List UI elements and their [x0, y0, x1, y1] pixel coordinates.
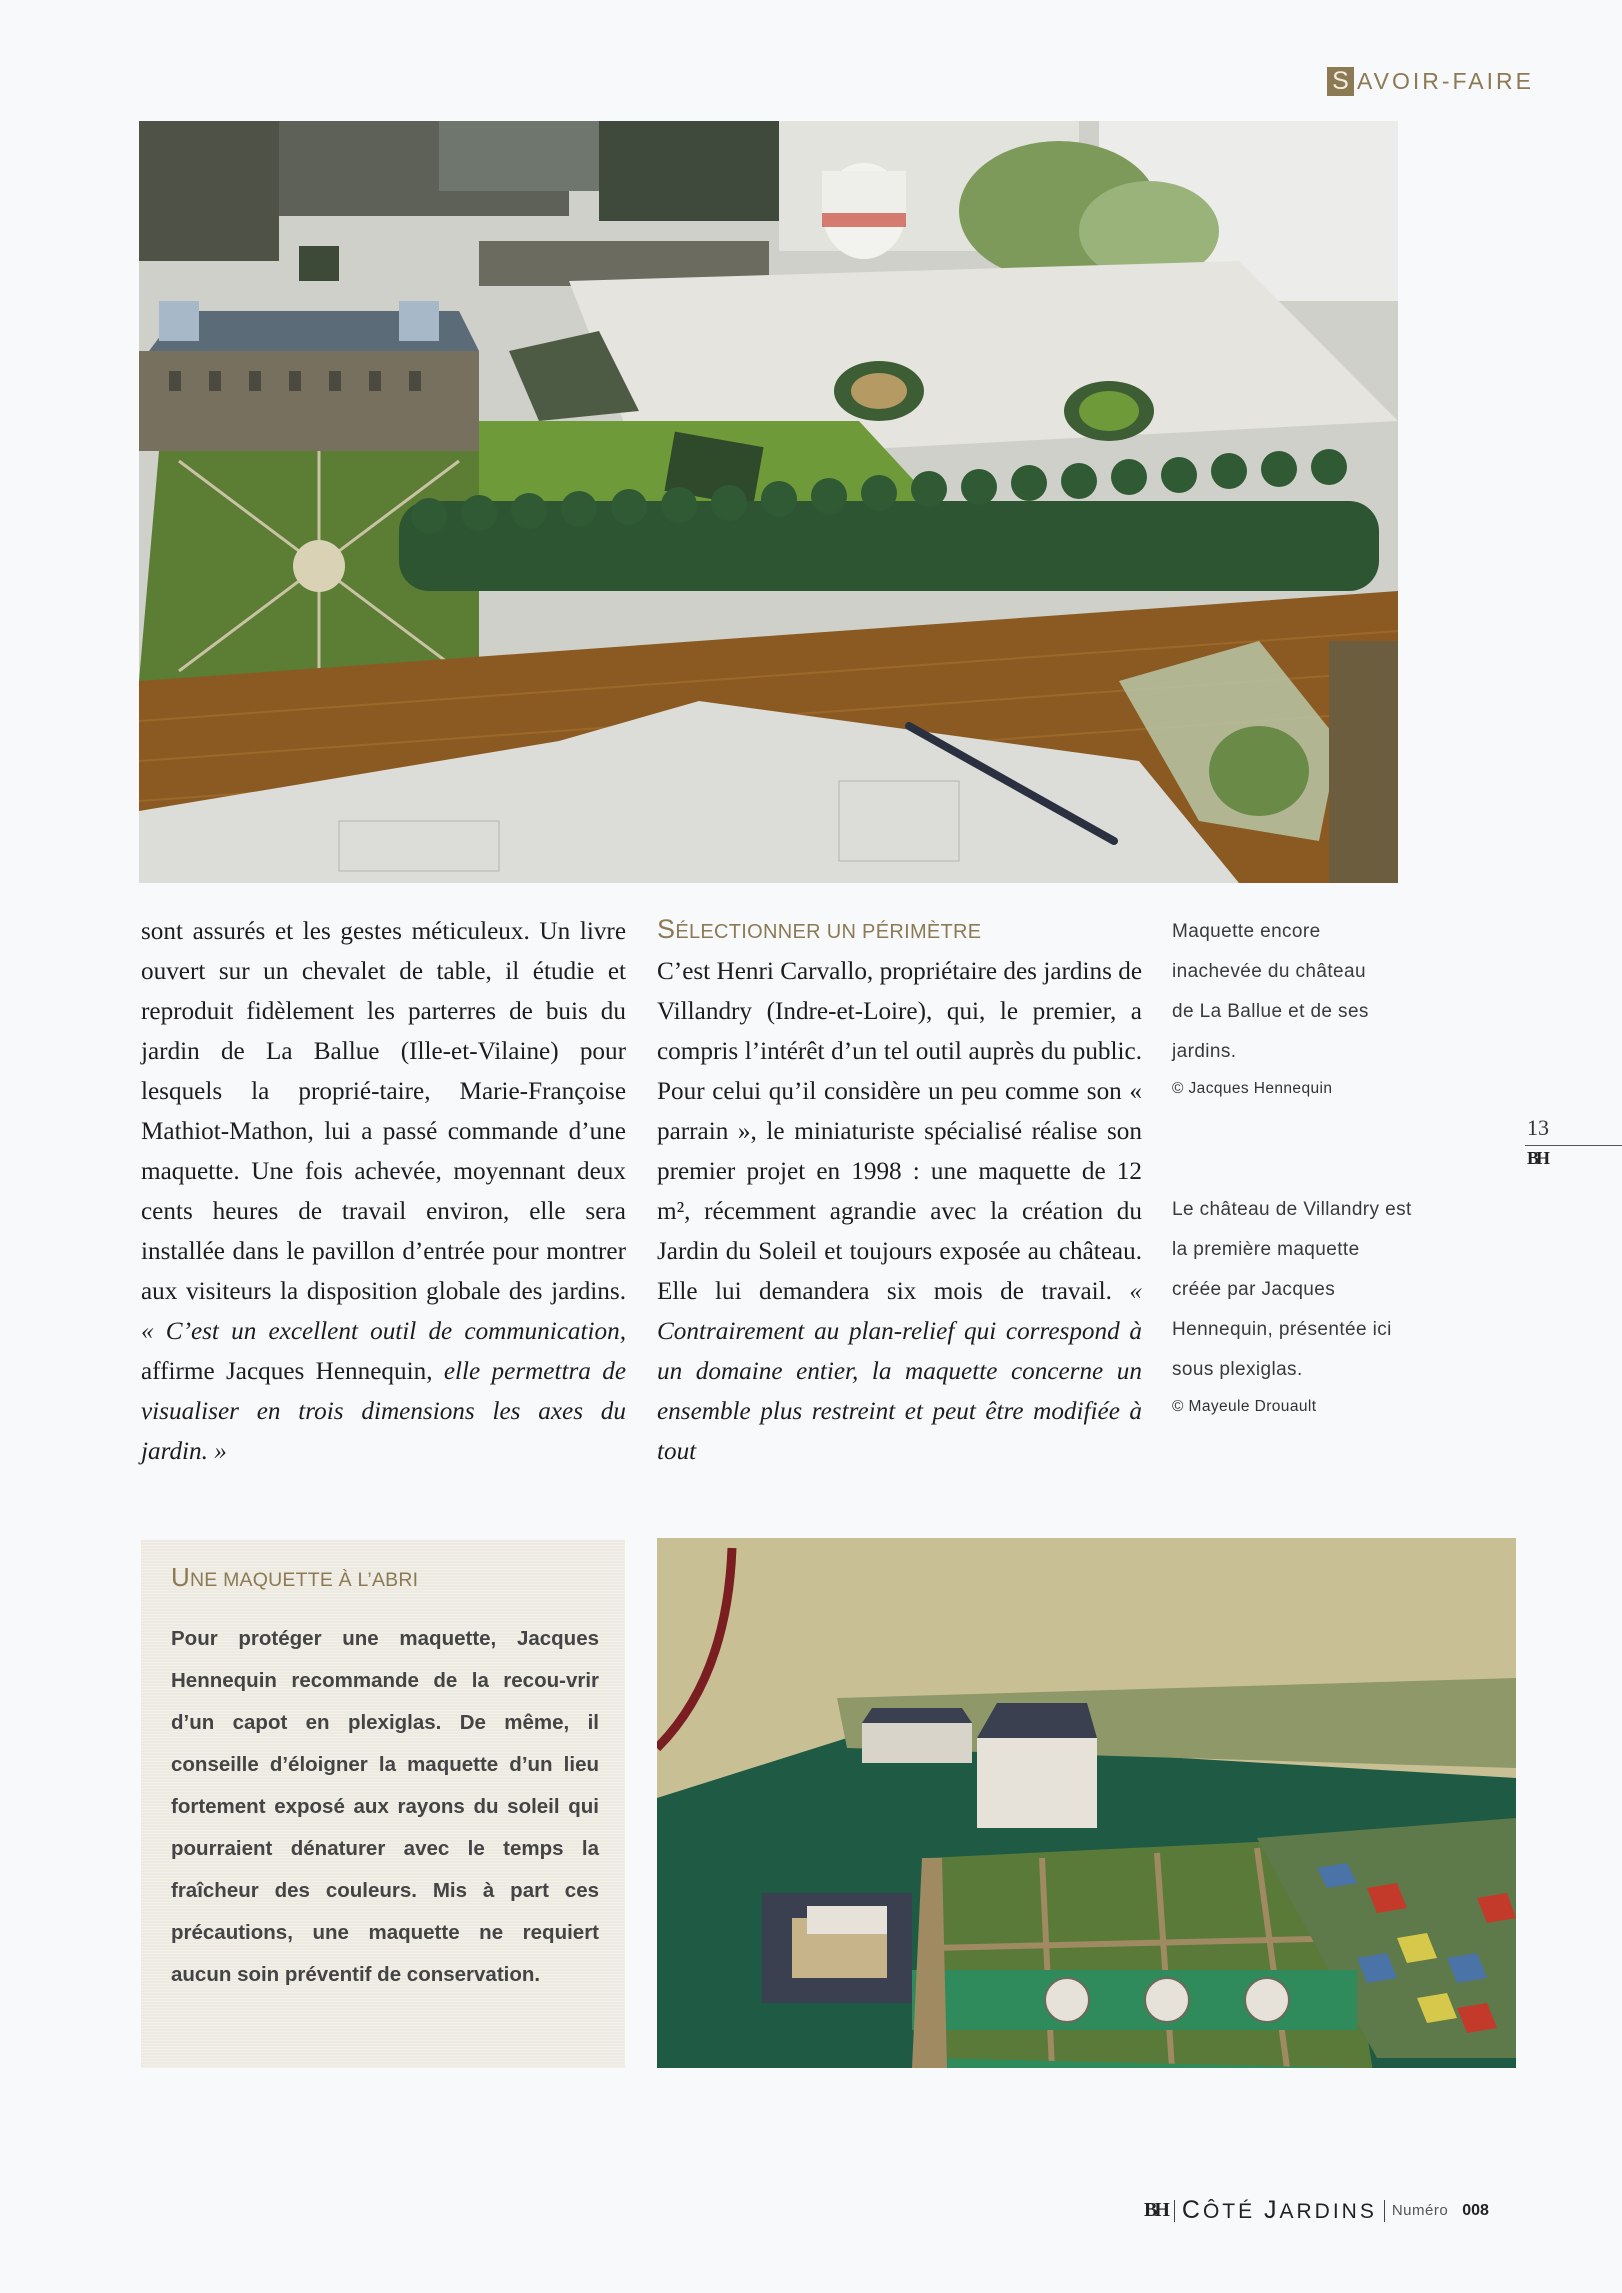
sidebar-box	[141, 1540, 625, 2068]
article-paragraph	[657, 952, 1142, 1472]
photo-la-ballue-graphic	[139, 121, 1398, 883]
sidebar-title-text: NE MAQUETTE À L’ABRI	[189, 1569, 419, 1591]
issue-number: 008	[1462, 2201, 1489, 2219]
article-column-1	[141, 912, 626, 1472]
subheading-text: ÉLECTIONNER UN PÉRIMÈTRE	[675, 921, 982, 943]
photo-villandry-model	[657, 1538, 1516, 2068]
attribution-text: affirme Jacques Hennequin,	[141, 1358, 444, 1385]
photo-villandry-graphic	[657, 1538, 1516, 2068]
paragraph-text: C’est Henri Carvallo, propriétaire des jardins de Villandry (Indre-et-Loire), qui, le premier, a compris l’intérêt d’un tel outil auprès du public. Pour celui qu’il considère un peu comme son « parrain », le miniaturiste spécialisé réalise son premier projet en 1998 : une maquette de 12 m², récemment agrandie avec la création du Jardin du Soleil et toujours exposée au château. Elle lui demandera six mois de travail.	[657, 958, 1142, 1305]
sidebar-title	[171, 1562, 418, 1593]
quote-text: elle permettra de visualiser en trois dimensions les axes du jardin. »	[141, 1358, 626, 1465]
page-number: 13	[1527, 1115, 1549, 1140]
page-rule	[1525, 1145, 1622, 1146]
caption-text: Le château de Villandry est la première maquette créée par Jacques Hennequin, présentée ici sous plexiglas.	[1172, 1199, 1412, 1380]
photo-credit: © Jacques Hennequin	[1172, 1080, 1333, 1097]
sidebar-title-initial: U	[171, 1562, 190, 1592]
sidebar-body: Pour protéger une maquette, Jacques Hennequin recommande de la recou-vrir d’un capot en plexiglas. De même, il conseille d’éloigner la maquette d’un lieu fortement exposé aux rayons du soleil qui pourraient dénaturer avec le temps la fraîcheur des couleurs. Mis à part ces précautions, une maquette ne requiert aucun soin préventif de conservation.	[171, 1627, 599, 1986]
brand-logo-icon: BH	[1527, 1148, 1548, 1168]
issue-label: Numéro	[1391, 2202, 1449, 2219]
magazine-text: ARDINS	[1279, 2200, 1377, 2223]
magazine-name	[1182, 2196, 1377, 2225]
caption-text: Maquette encore inachevée du château de La Ballue et de ses jardins.	[1172, 921, 1369, 1062]
footer-separator	[1384, 2200, 1385, 2222]
section-tag-initial: S	[1327, 67, 1354, 96]
photo-credit: © Mayeule Drouault	[1172, 1398, 1317, 1415]
subheading-initial: S	[657, 914, 676, 944]
magazine-text: ÔTÉ	[1202, 2200, 1264, 2223]
section-tag	[1327, 66, 1534, 96]
paragraph-text: sont assurés et les gestes méticuleux. Un livre ouvert sur un chevalet de table, il étudie et reproduit fidèlement les parterres de buis du jardin de La Ballue (Ille-et-Vilaine) pour lesquels la proprié-taire, Marie-Françoise Mathiot-Mathon, lui a passé commande d’une maquette. Une fois achevée, moyennant deux cents heures de travail environ, elle sera installée dans le pavillon d’entrée pour montrer aux visiteurs la disposition globale des jardins.	[141, 918, 626, 1305]
bg-shape	[139, 121, 279, 261]
quote-text: « C’est un excellent outil de communication,	[141, 1318, 626, 1345]
quote-text: « Contrairement au plan-relief qui correspond à un domaine entier, la maquette concerne un ensemble plus restreint et peut être modifiée à tout	[657, 1278, 1142, 1465]
page-marker	[1525, 1117, 1622, 1169]
footer	[1144, 2196, 1489, 2225]
subheading-selectionner	[657, 914, 981, 945]
magazine-initial: C	[1181, 2196, 1203, 2224]
photo-la-ballue-model	[139, 121, 1398, 883]
footer-separator	[1174, 2200, 1175, 2222]
caption-la-ballue	[1172, 912, 1392, 1106]
magazine-initial: J	[1263, 2196, 1280, 2224]
caption-villandry	[1172, 1190, 1412, 1424]
brand-logo-icon: BH	[1144, 2199, 1167, 2221]
section-tag-label: AVOIR-FAIRE	[1357, 67, 1534, 94]
article-paragraph	[141, 912, 626, 1472]
article-column-2	[657, 952, 1142, 1472]
